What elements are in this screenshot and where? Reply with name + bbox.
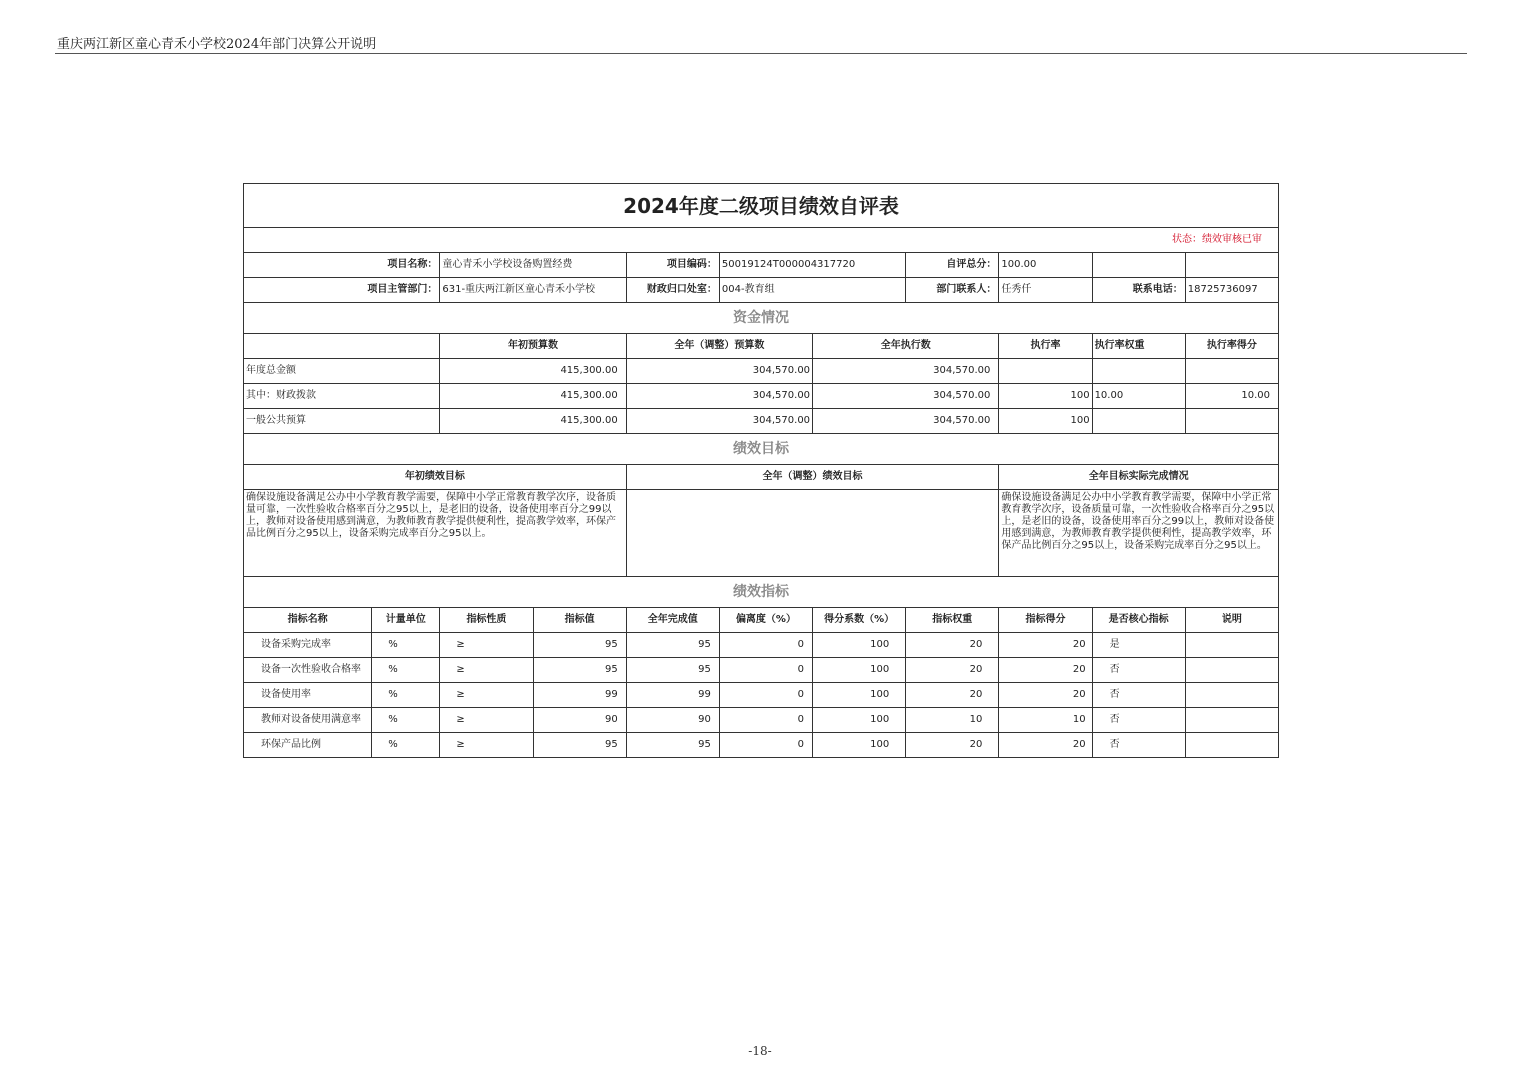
funds-header-score: 执行率得分 (1185, 334, 1278, 359)
funds-rate (999, 359, 1092, 384)
ind-actual: 90 (626, 708, 719, 733)
ind-header-nature: 指标性质 (440, 608, 533, 633)
funds-initial: 415,300.00 (440, 409, 626, 434)
ind-weight: 20 (906, 733, 999, 758)
ind-target: 95 (533, 658, 626, 683)
ind-actual: 95 (626, 633, 719, 658)
score-label: 自评总分： (906, 253, 999, 278)
status-badge: 状态：绩效审核已审 (244, 228, 1279, 253)
ind-nature: ≥ (440, 733, 533, 758)
ind-name: 教师对设备使用满意率 (244, 708, 372, 733)
funds-initial: 415,300.00 (440, 384, 626, 409)
ind-weight: 10 (906, 708, 999, 733)
ind-header-weight: 指标权重 (906, 608, 999, 633)
funds-initial: 415,300.00 (440, 359, 626, 384)
info-row-1 (244, 253, 1279, 278)
ind-note (1185, 658, 1278, 683)
ind-target: 95 (533, 633, 626, 658)
ind-name: 设备采购完成率 (244, 633, 372, 658)
ind-deviation: 0 (719, 633, 812, 658)
ind-deviation: 0 (719, 708, 812, 733)
project-code: 50019124T000004317720 (719, 253, 905, 278)
indicator-row (244, 658, 1279, 683)
contact-person: 任秀仟 (999, 278, 1092, 303)
performance-evaluation-table (243, 183, 1279, 758)
ind-unit: % (372, 658, 440, 683)
goals-header-actual: 全年目标实际完成情况 (999, 465, 1279, 490)
ind-unit: % (372, 733, 440, 758)
funds-header-rate: 执行率 (999, 334, 1092, 359)
ind-core: 否 (1092, 683, 1185, 708)
dept: 631-重庆两江新区童心青禾小学校 (440, 278, 626, 303)
ind-note (1185, 633, 1278, 658)
project-code-label: 项目编码： (626, 253, 719, 278)
page-number: -18- (748, 1044, 772, 1058)
funds-rate: 100 (999, 409, 1092, 434)
empty-cell (1092, 253, 1185, 278)
total-score: 100.00 (999, 253, 1092, 278)
indicator-row (244, 733, 1279, 758)
ind-actual: 95 (626, 658, 719, 683)
ind-header-score: 指标得分 (999, 608, 1092, 633)
ind-unit: % (372, 708, 440, 733)
goals-header-row (244, 465, 1279, 490)
ind-header-target: 指标值 (533, 608, 626, 633)
ind-name: 环保产品比例 (244, 733, 372, 758)
ind-nature: ≥ (440, 633, 533, 658)
info-row-2 (244, 278, 1279, 303)
indicators-section-title: 绩效指标 (244, 577, 1279, 608)
funds-row-label: 年度总金额 (244, 359, 440, 384)
ind-name: 设备使用率 (244, 683, 372, 708)
ind-core: 否 (1092, 733, 1185, 758)
ind-score: 20 (999, 633, 1092, 658)
goals-content-row (244, 490, 1279, 577)
ind-name: 设备一次性验收合格率 (244, 658, 372, 683)
funds-row-label: 一般公共预算 (244, 409, 440, 434)
ind-target: 95 (533, 733, 626, 758)
goals-actual-text: 确保设施设备满足公办中小学教育教学需要，保障中小学正常教育教学次序，设备质量可靠，一次性验收合格率百分之95以上，是老旧的设备，设备使用率百分之99以上，教师对设备使用感到满意，为教师教育教学提供便利性，提高教学效率，环保产品比例百分之95以上，设备采购完成率百分之95以上。 (999, 490, 1279, 577)
funds-row (244, 384, 1279, 409)
ind-header-actual: 全年完成值 (626, 608, 719, 633)
funds-weight: 10.00 (1092, 384, 1185, 409)
empty-cell (1185, 253, 1278, 278)
ind-deviation: 0 (719, 733, 812, 758)
goals-adjusted-text (626, 490, 999, 577)
funds-header-weight: 执行率权重 (1092, 334, 1185, 359)
ind-note (1185, 733, 1278, 758)
ind-note (1185, 683, 1278, 708)
project-name-label: 项目名称： (244, 253, 440, 278)
ind-core: 否 (1092, 708, 1185, 733)
ind-score: 20 (999, 683, 1092, 708)
ind-nature: ≥ (440, 658, 533, 683)
finance-label: 财政归口处室： (626, 278, 719, 303)
ind-note (1185, 708, 1278, 733)
funds-header-initial: 年初预算数 (440, 334, 626, 359)
funds-score: 10.00 (1185, 384, 1278, 409)
funds-executed: 304,570.00 (813, 359, 999, 384)
ind-weight: 20 (906, 683, 999, 708)
ind-score: 20 (999, 733, 1092, 758)
indicator-row (244, 708, 1279, 733)
ind-header-coef: 得分系数（%） (813, 608, 906, 633)
header-rule (55, 53, 1467, 54)
funds-header-blank (244, 334, 440, 359)
goals-initial-text: 确保设施设备满足公办中小学教育教学需要，保障中小学正常教育教学次序，设备质量可靠，一次性验收合格率百分之95以上，是老旧的设备，设备使用率百分之99以上，教师对设备使用感到满意，为教师教育教学提供便利性，提高教学效率，环保产品比例百分之95以上，设备采购完成率百分之95以上。 (244, 490, 627, 577)
indicator-row (244, 633, 1279, 658)
ind-coef: 100 (813, 658, 906, 683)
goals-header-initial: 年初绩效目标 (244, 465, 627, 490)
funds-header-row (244, 334, 1279, 359)
funds-header-adjusted: 全年（调整）预算数 (626, 334, 812, 359)
indicators-header-row (244, 608, 1279, 633)
ind-header-unit: 计量单位 (372, 608, 440, 633)
ind-core: 否 (1092, 658, 1185, 683)
ind-unit: % (372, 633, 440, 658)
finance-office: 004-教育组 (719, 278, 905, 303)
ind-core: 是 (1092, 633, 1185, 658)
phone-number: 18725736097 (1185, 278, 1278, 303)
funds-score (1185, 409, 1278, 434)
ind-header-deviation: 偏离度（%） (719, 608, 812, 633)
ind-coef: 100 (813, 733, 906, 758)
table-title: 2024年度二级项目绩效自评表 (244, 184, 1279, 228)
phone-label: 联系电话： (1092, 278, 1185, 303)
funds-row-label: 其中：财政拨款 (244, 384, 440, 409)
ind-unit: % (372, 683, 440, 708)
page-header: 重庆两江新区童心青禾小学校2024年部门决算公开说明 (57, 37, 377, 52)
goals-section-title: 绩效目标 (244, 434, 1279, 465)
funds-weight (1092, 409, 1185, 434)
ind-coef: 100 (813, 708, 906, 733)
ind-nature: ≥ (440, 683, 533, 708)
ind-nature: ≥ (440, 708, 533, 733)
funds-row (244, 359, 1279, 384)
funds-adjusted: 304,570.00 (626, 359, 812, 384)
funds-row (244, 409, 1279, 434)
funds-score (1185, 359, 1278, 384)
funds-weight (1092, 359, 1185, 384)
funds-adjusted: 304,570.00 (626, 409, 812, 434)
indicator-row (244, 683, 1279, 708)
ind-header-core: 是否核心指标 (1092, 608, 1185, 633)
funds-executed: 304,570.00 (813, 384, 999, 409)
goals-header-adjusted: 全年（调整）绩效目标 (626, 465, 999, 490)
ind-deviation: 0 (719, 658, 812, 683)
ind-header-note: 说明 (1185, 608, 1278, 633)
ind-score: 20 (999, 658, 1092, 683)
funds-header-executed: 全年执行数 (813, 334, 999, 359)
funds-rate: 100 (999, 384, 1092, 409)
ind-actual: 99 (626, 683, 719, 708)
dept-label: 项目主管部门： (244, 278, 440, 303)
ind-weight: 20 (906, 658, 999, 683)
ind-deviation: 0 (719, 683, 812, 708)
contact-label: 部门联系人： (906, 278, 999, 303)
ind-target: 99 (533, 683, 626, 708)
ind-actual: 95 (626, 733, 719, 758)
ind-coef: 100 (813, 683, 906, 708)
funds-adjusted: 304,570.00 (626, 384, 812, 409)
ind-header-name: 指标名称 (244, 608, 372, 633)
ind-target: 90 (533, 708, 626, 733)
ind-score: 10 (999, 708, 1092, 733)
funds-executed: 304,570.00 (813, 409, 999, 434)
funds-section-title: 资金情况 (244, 303, 1279, 334)
ind-weight: 20 (906, 633, 999, 658)
project-name: 童心青禾小学校设备购置经费 (440, 253, 626, 278)
ind-coef: 100 (813, 633, 906, 658)
